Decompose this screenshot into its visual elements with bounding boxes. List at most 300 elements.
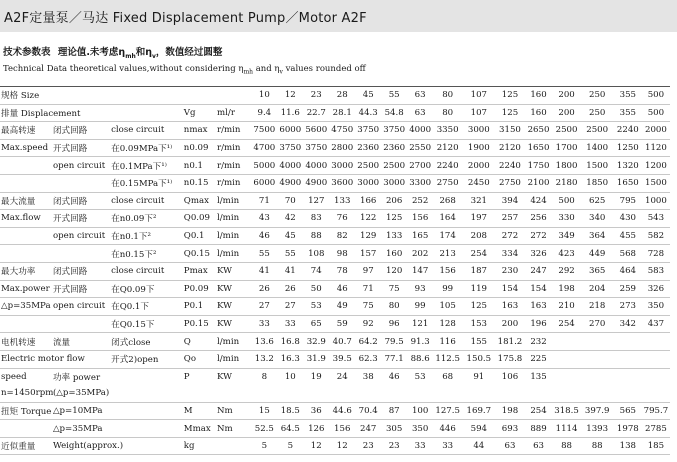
table-cell: 68 [442, 371, 454, 382]
table-cell [329, 385, 355, 402]
table-cell: 318.5 [553, 402, 581, 420]
table-cell: 2500 [553, 122, 581, 140]
spec-table [0, 86, 670, 455]
table-cell: 8 [261, 371, 268, 382]
table-cell: 1393 [581, 420, 614, 438]
table-cell [581, 350, 614, 368]
row-label-cell [110, 385, 183, 402]
table-cell: 272 [495, 227, 524, 245]
table-cell: 80 [433, 87, 462, 105]
table-cell: 39.5 [329, 350, 355, 368]
table-cell: 112.5 [433, 350, 462, 368]
table-cell: 3750 [381, 122, 407, 140]
table-cell: 2360 [381, 139, 407, 157]
table-cell: 2500 [381, 157, 407, 175]
table-cell: 1750 [525, 157, 553, 175]
row-label-cell: P0.15 [183, 315, 216, 333]
row-label-cell: Nm [216, 420, 251, 438]
table-cell: 75 [355, 298, 381, 316]
row-label-cell: 电机转速 [0, 333, 52, 351]
table-cell: 121 [407, 315, 433, 333]
table-cell: 28.1 [329, 104, 355, 122]
table-cell: 88 [553, 437, 581, 455]
table-cell: 2450 [462, 174, 495, 192]
table-row [0, 315, 670, 333]
table-row [0, 139, 670, 157]
table-cell: 1500 [642, 174, 670, 192]
table-cell: 50 [303, 280, 329, 298]
spec-note-cn: 理论值.未考虑$\eta_{mh}$和$\eta_v$，数值经过圆整 [57, 47, 223, 60]
table-cell: 12 [329, 437, 355, 455]
table-cell: 206 [381, 192, 407, 210]
table-cell: 99 [407, 298, 433, 316]
spec-subtitle-en: Technical Data theoretical values,without considering $\eta_{mh}$ and $\eta_v$ values rounded off [3, 64, 366, 76]
table-cell: 3350 [433, 122, 462, 140]
table-cell: 5 [251, 437, 277, 455]
table-cell: 2120 [433, 139, 462, 157]
table-cell [614, 333, 642, 351]
table-cell: 96 [381, 315, 407, 333]
table-cell [277, 385, 303, 402]
table-cell: 88 [581, 437, 614, 455]
table-cell: 340 [581, 210, 614, 228]
table-cell: 125 [495, 104, 524, 122]
table-cell: 2500 [355, 157, 381, 175]
table-cell: 2180 [553, 174, 581, 192]
table-cell: 97 [355, 262, 381, 280]
table-cell: 52.5 [251, 420, 277, 438]
table-cell: 63 [495, 437, 524, 455]
table-cell: 45 [355, 87, 381, 105]
row-label-cell: nmax [183, 122, 216, 140]
table-cell [553, 385, 581, 402]
row-label-cell: 在n0.09下² [110, 210, 183, 228]
table-cell [642, 368, 670, 385]
table-cell: 795 [614, 192, 642, 210]
table-cell [495, 385, 524, 402]
table-cell: 44.6 [329, 402, 355, 420]
table-cell: 11.6 [277, 104, 303, 122]
table-cell: 2500 [581, 122, 614, 140]
table-cell: 156 [329, 420, 355, 438]
table-cell: 254 [553, 315, 581, 333]
table-cell: 5600 [303, 122, 329, 140]
table-cell: 70.4 [355, 402, 381, 420]
row-label-cell [216, 437, 251, 455]
table-cell: 150.5 [462, 350, 495, 368]
table-cell: 449 [581, 245, 614, 263]
table-row [0, 87, 670, 105]
table-cell: 254 [462, 245, 495, 263]
row-label-cell: 在0.09MPa下¹⁾ [110, 139, 183, 157]
table-cell: 33 [251, 315, 277, 333]
table-cell: 46 [388, 371, 400, 382]
row-label-cell: r/min [216, 139, 251, 157]
table-cell: 160 [381, 245, 407, 263]
table-cell: 98 [329, 245, 355, 263]
table-cell: 12 [277, 87, 303, 105]
row-label-cell: 闭式回路 [52, 262, 110, 280]
table-cell: 5 [277, 437, 303, 455]
table-cell: 397.9 [581, 402, 614, 420]
row-label-cell: 扭矩 Torque [0, 402, 52, 420]
table-cell [251, 385, 277, 402]
table-cell: 125 [495, 87, 524, 105]
table-cell: 135 [530, 371, 547, 382]
table-cell: 156 [407, 210, 433, 228]
row-label-cell: 在Q0.09下 [110, 280, 183, 298]
table-cell: 77.1 [381, 350, 407, 368]
table-cell: 1400 [581, 139, 614, 157]
table-cell: 198 [495, 402, 524, 420]
table-cell: 625 [581, 192, 614, 210]
table-cell: 272 [525, 227, 553, 245]
table-cell: 4750 [329, 122, 355, 140]
table-cell: 105 [433, 298, 462, 316]
row-label-cell [216, 87, 251, 105]
table-cell: 197 [462, 210, 495, 228]
row-label-cell: close circuit [110, 192, 183, 210]
table-cell: 2000 [642, 122, 670, 140]
table-cell: 174 [433, 227, 462, 245]
table-row [0, 333, 670, 351]
table-cell: 268 [433, 192, 462, 210]
table-cell: 9.4 [251, 104, 277, 122]
row-label-cell: n=1450rpm [0, 385, 52, 402]
table-cell: 218 [581, 298, 614, 316]
table-cell: 1850 [581, 174, 614, 192]
table-row [0, 174, 670, 192]
row-label-cell: 在Q0.15下 [110, 315, 183, 333]
table-cell [642, 333, 670, 351]
table-cell: 108 [303, 245, 329, 263]
table-cell: 321 [462, 192, 495, 210]
table-cell: 107 [462, 87, 495, 105]
row-label-cell: P0.09 [183, 280, 216, 298]
row-label-cell [0, 420, 52, 438]
table-cell: 349 [553, 227, 581, 245]
table-cell [381, 385, 407, 402]
table-cell: 1800 [553, 157, 581, 175]
row-label-cell: 规格 Size [0, 87, 52, 105]
row-label-cell [183, 87, 216, 105]
table-cell: 44.3 [355, 104, 381, 122]
table-cell: 53 [303, 298, 329, 316]
table-cell [581, 368, 614, 385]
table-cell: 204 [581, 280, 614, 298]
row-label-cell: 在0.1MPa下¹⁾ [110, 157, 183, 175]
table-cell: 2100 [525, 174, 553, 192]
table-cell: 91 [473, 371, 485, 382]
table-cell: 2000 [462, 157, 495, 175]
table-cell: 582 [642, 227, 670, 245]
table-cell: 120 [381, 262, 407, 280]
row-label-cell: Q0.09 [183, 210, 216, 228]
row-label-cell: 闭式close [110, 333, 183, 351]
table-cell: 27 [251, 298, 277, 316]
table-cell: 166 [355, 192, 381, 210]
table-cell [614, 385, 642, 402]
table-cell: 92 [355, 315, 381, 333]
row-label-cell: l/min [216, 192, 251, 210]
table-cell: 594 [462, 420, 495, 438]
table-cell: 500 [642, 87, 670, 105]
row-label-cell: 开式2)open [110, 350, 183, 368]
table-cell: 27 [277, 298, 303, 316]
row-label-cell: M [183, 402, 216, 420]
row-label-cell: close circuit [110, 262, 183, 280]
table-row [0, 262, 670, 280]
table-cell: 43 [251, 210, 277, 228]
table-cell: 437 [642, 315, 670, 333]
table-cell: 54.8 [381, 104, 407, 122]
table-cell: 889 [525, 420, 553, 438]
row-label-cell: Electric motor flow [0, 350, 52, 368]
table-cell: 15 [251, 402, 277, 420]
spec-table-body [0, 87, 670, 455]
table-cell: 259 [614, 280, 642, 298]
table-cell: 355 [614, 104, 642, 122]
table-cell: 10 [284, 371, 296, 382]
table-row [0, 350, 670, 368]
table-cell: 63 [407, 87, 433, 105]
table-cell: 82 [329, 227, 355, 245]
table-cell: 500 [553, 192, 581, 210]
table-cell: 65 [303, 315, 329, 333]
row-label-cell [0, 315, 52, 333]
table-cell: 16.3 [277, 350, 303, 368]
table-cell: 1700 [553, 139, 581, 157]
row-label-cell: (△p=35MPa) [52, 385, 110, 402]
table-row [0, 385, 670, 402]
row-label-cell [110, 420, 183, 438]
row-label-cell: Max.speed [0, 139, 52, 157]
table-cell: 63 [407, 104, 433, 122]
row-label-cell: 在n0.1下² [110, 227, 183, 245]
table-cell: 252 [407, 192, 433, 210]
table-row [0, 402, 670, 420]
table-cell [553, 368, 581, 385]
table-cell: 1320 [614, 157, 642, 175]
table-cell: 41 [251, 262, 277, 280]
table-cell [614, 368, 642, 385]
table-cell [642, 350, 670, 368]
table-cell: 365 [581, 262, 614, 280]
table-cell [553, 350, 581, 368]
row-label-cell: Nm [216, 402, 251, 420]
row-label-cell: 闭式回路 [52, 192, 110, 210]
table-cell: 116 [433, 333, 462, 351]
table-cell: 543 [642, 210, 670, 228]
table-cell: 1000 [642, 192, 670, 210]
row-label-cell: P [183, 371, 190, 382]
row-label-cell [110, 368, 183, 385]
row-label-cell: Weight(approx.) [52, 437, 110, 455]
table-cell: 257 [495, 210, 524, 228]
table-cell: 185 [642, 437, 670, 455]
table-cell: 7500 [251, 122, 277, 140]
table-cell [581, 333, 614, 351]
table-cell: 3600 [329, 174, 355, 192]
row-label-cell: KW [216, 298, 251, 316]
table-cell: 33 [433, 437, 462, 455]
table-cell: 55 [277, 245, 303, 263]
table-cell: 200 [553, 104, 581, 122]
table-cell: 350 [407, 420, 433, 438]
table-cell: 128 [433, 315, 462, 333]
row-label-cell: r/min [216, 122, 251, 140]
table-cell: 247 [355, 420, 381, 438]
table-cell: 1650 [525, 139, 553, 157]
table-cell: 4900 [303, 174, 329, 192]
row-label-cell: l/min [216, 245, 251, 263]
table-cell: 154 [495, 280, 524, 298]
table-cell: 55 [251, 245, 277, 263]
row-label-cell: close circuit [110, 122, 183, 140]
table-cell: 196 [525, 315, 553, 333]
table-cell: 3300 [407, 174, 433, 192]
table-cell: 153 [462, 315, 495, 333]
table-cell: 2240 [495, 157, 524, 175]
table-cell: 5000 [251, 157, 277, 175]
table-cell: 31.9 [303, 350, 329, 368]
row-label-cell [52, 174, 110, 192]
table-cell: 4000 [277, 157, 303, 175]
table-cell: 100 [407, 402, 433, 420]
table-cell [433, 385, 462, 402]
row-label-cell: △p=35MPa [52, 420, 110, 438]
table-cell: 187 [462, 262, 495, 280]
table-cell: 13.2 [251, 350, 277, 368]
table-cell: 364 [581, 227, 614, 245]
table-cell: 79.5 [381, 333, 407, 351]
table-cell: 55 [381, 87, 407, 105]
row-label-cell: open circuit [52, 157, 110, 175]
row-label-cell [52, 315, 110, 333]
table-cell: 19 [310, 371, 322, 382]
table-cell: 1114 [553, 420, 581, 438]
table-cell: 45 [277, 227, 303, 245]
table-cell: 430 [614, 210, 642, 228]
table-cell: 91.3 [407, 333, 433, 351]
row-label-cell: l/min [216, 210, 251, 228]
table-cell: 326 [525, 245, 553, 263]
table-cell: 446 [433, 420, 462, 438]
table-cell: 138 [614, 437, 642, 455]
table-row [0, 157, 670, 175]
table-cell: 64.5 [277, 420, 303, 438]
row-label-cell [0, 227, 52, 245]
table-cell: 23 [355, 437, 381, 455]
table-row [0, 122, 670, 140]
row-label-cell: 流量 [52, 333, 110, 351]
row-label-cell: r/min [216, 157, 251, 175]
row-label-cell: △p=35MPa [0, 298, 52, 316]
row-label-cell: △p=10MPa [52, 402, 110, 420]
table-cell: 83 [303, 210, 329, 228]
row-label-cell [183, 385, 216, 402]
table-cell [581, 385, 614, 402]
row-label-cell: 最大功率 [0, 262, 52, 280]
table-cell: 127.5 [433, 402, 462, 420]
table-cell: 169.7 [462, 402, 495, 420]
table-cell: 4000 [303, 157, 329, 175]
row-label-cell: KW [217, 371, 232, 382]
table-cell: 250 [581, 87, 614, 105]
table-row [0, 437, 670, 455]
table-cell: 125 [381, 210, 407, 228]
table-cell: 119 [462, 280, 495, 298]
table-cell: 62.3 [355, 350, 381, 368]
table-cell: 87 [381, 402, 407, 420]
row-label-cell: Pmax [183, 262, 216, 280]
table-cell: 292 [553, 262, 581, 280]
table-cell: 154 [525, 280, 553, 298]
table-cell: 2650 [525, 122, 553, 140]
table-cell: 93 [407, 280, 433, 298]
table-cell [355, 385, 381, 402]
table-cell [303, 385, 329, 402]
table-cell: 3000 [462, 122, 495, 140]
row-label-cell: 在n0.15下² [110, 245, 183, 263]
table-cell: 2360 [355, 139, 381, 157]
table-cell: 200 [553, 87, 581, 105]
table-cell: 40.7 [329, 333, 355, 351]
row-label-cell: ml/r [216, 104, 251, 122]
table-cell: 693 [495, 420, 524, 438]
table-cell: 22.7 [303, 104, 329, 122]
table-row [0, 210, 670, 228]
table-cell: 1650 [614, 174, 642, 192]
row-label-cell: Max.power [0, 280, 52, 298]
row-label-cell: n0.1 [183, 157, 216, 175]
table-cell: 2750 [433, 174, 462, 192]
table-cell: 71 [355, 280, 381, 298]
table-cell: 2700 [407, 157, 433, 175]
row-label-cell [52, 87, 110, 105]
table-cell: 795.7 [642, 402, 670, 420]
table-cell: 78 [329, 262, 355, 280]
table-cell: 342 [614, 315, 642, 333]
table-cell: 156 [433, 262, 462, 280]
table-cell: 4000 [407, 122, 433, 140]
table-cell: 2785 [642, 420, 670, 438]
table-cell: 133 [381, 227, 407, 245]
row-label-cell: 功率 power [52, 372, 101, 383]
row-label-cell [52, 245, 110, 263]
row-label-cell: 闭式回路 [52, 122, 110, 140]
row-label-cell: l/min [216, 333, 251, 351]
row-label-cell: kg [183, 437, 216, 455]
row-label-cell: Mmax [183, 420, 216, 438]
table-cell: 36 [303, 402, 329, 420]
table-cell: 80 [381, 298, 407, 316]
row-label-cell: speed [1, 371, 27, 382]
table-cell: 565 [614, 402, 642, 420]
row-label-cell: Qmax [183, 192, 216, 210]
table-cell: 232 [525, 333, 553, 351]
row-label-cell: Q [183, 333, 216, 351]
table-row [0, 420, 670, 438]
table-cell: 208 [462, 227, 495, 245]
table-cell: 270 [581, 315, 614, 333]
row-label-cell: 最高转速 [0, 122, 52, 140]
table-cell [642, 385, 670, 402]
table-cell: 46 [251, 227, 277, 245]
table-cell: 6000 [277, 122, 303, 140]
table-cell: 165 [407, 227, 433, 245]
row-label-cell: Q0.15 [183, 245, 216, 263]
